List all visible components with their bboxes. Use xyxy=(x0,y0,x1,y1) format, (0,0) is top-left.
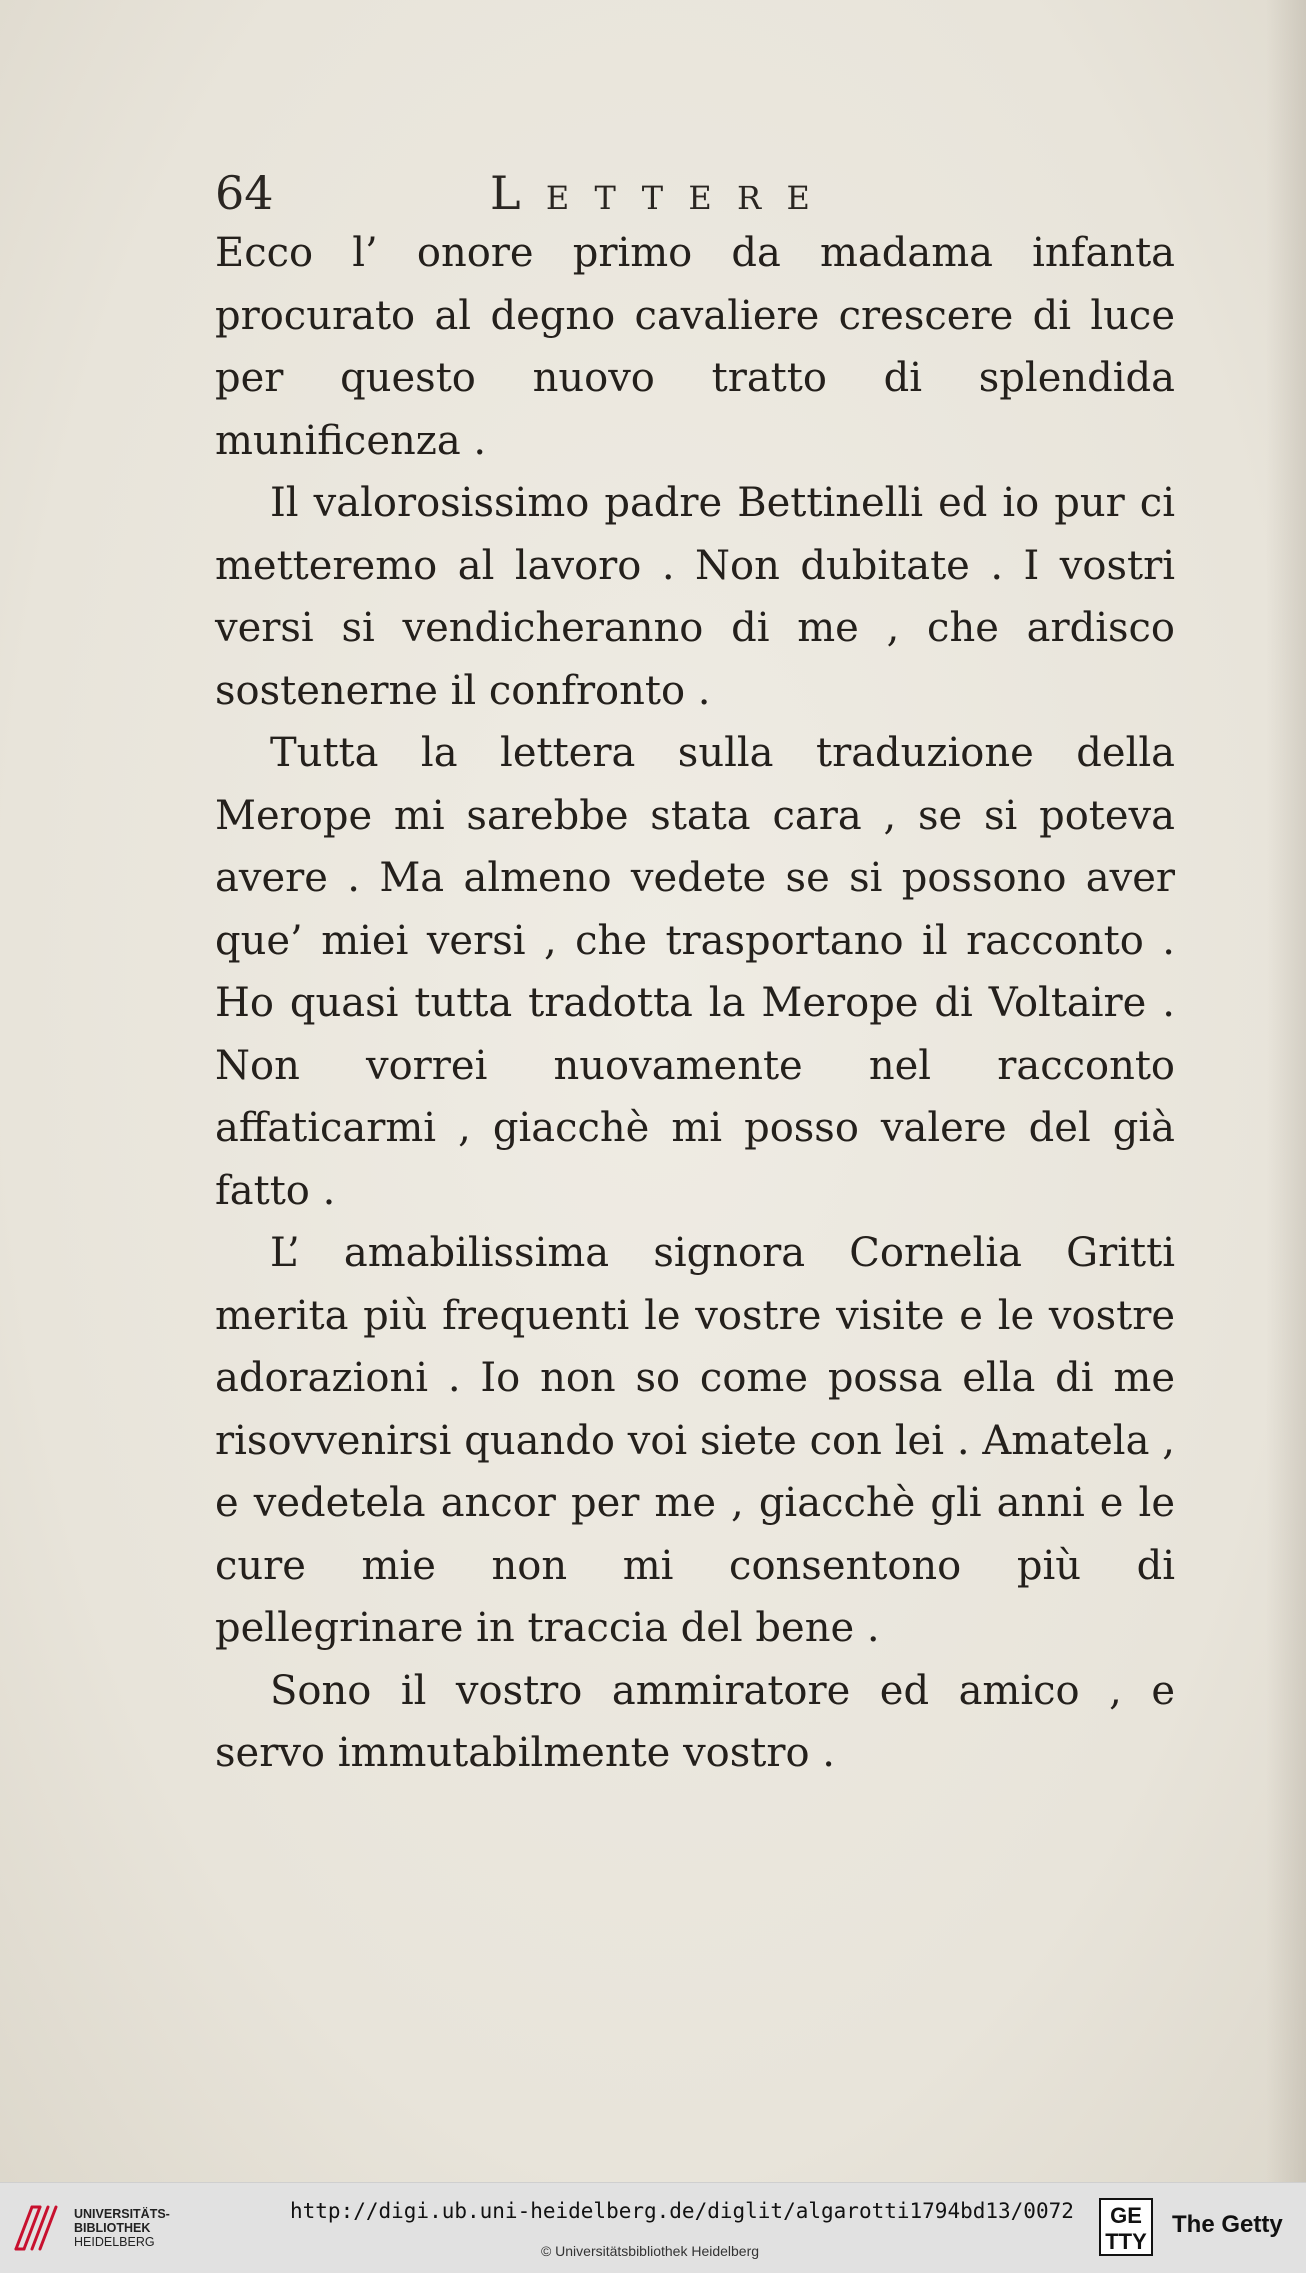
svg-text:GE: GE xyxy=(1110,2203,1142,2228)
permalink-url[interactable]: http://digi.ub.uni-heidelberg.de/diglit/algarotti1794bd13/0072 xyxy=(290,2199,1074,2223)
page-number: 64 xyxy=(215,166,274,220)
page-edge-shadow xyxy=(1266,0,1306,2182)
footer-bar xyxy=(0,2182,1306,2273)
running-head xyxy=(215,158,1175,228)
library-name-line: BIBLIOTHEK xyxy=(74,2221,151,2235)
university-library-logo[interactable] xyxy=(10,2195,170,2261)
university-library-name xyxy=(74,2207,194,2249)
paragraph: Il valorosissimo padre Bettinelli ed io pur ci metteremo al lavoro . Non dubitate . I vostri versi si vendicheranno di me , che ardisco sostenerne il confronto . xyxy=(215,480,1175,714)
paragraph: Ecco l’ onore primo da madama infanta procurato al degno cavaliere crescere di luce per questo nuovo tratto di splendida munificenza . xyxy=(215,230,1175,464)
paragraph: L’ amabilissima signora Cornelia Gritti merita più frequenti le vostre visite e le vostre adorazioni . Io non so come possa ella di me risovvenirsi quando voi siete con lei . Amatela , e vedetela ancor per me , giacchè gli anni e le cure mie non mi consentono più di pellegrinare in traccia del bene . xyxy=(215,1230,1175,1651)
running-title: Lettere xyxy=(490,166,836,220)
university-seal-icon xyxy=(10,2199,62,2255)
getty-name: The Getty xyxy=(1172,2211,1283,2238)
library-name-line: HEIDELBERG xyxy=(74,2235,155,2249)
paragraph: Sono il vostro ammiratore ed amico , e servo immutabilmente vostro . xyxy=(215,1667,1175,1776)
svg-text:TTY: TTY xyxy=(1105,2229,1147,2254)
copyright-notice: © Universitätsbibliothek Heidelberg xyxy=(540,2243,760,2259)
letter-text xyxy=(215,222,1175,1785)
getty-logo-icon[interactable] xyxy=(1098,2197,1154,2257)
paragraph: Tutta la lettera sulla traduzione della Merope mi sarebbe stata cara , se si poteva avere . Ma almeno vedete se si possono aver que’ miei versi , che trasportano il racconto . Ho quasi tutta tradotta la Merope di Voltaire . Non vorrei nuovamente nel racconto affaticarmi , giacchè mi posso valere del già fatto . xyxy=(215,730,1175,1214)
library-name-line: UNIVERSITÄTS- xyxy=(74,2207,170,2221)
